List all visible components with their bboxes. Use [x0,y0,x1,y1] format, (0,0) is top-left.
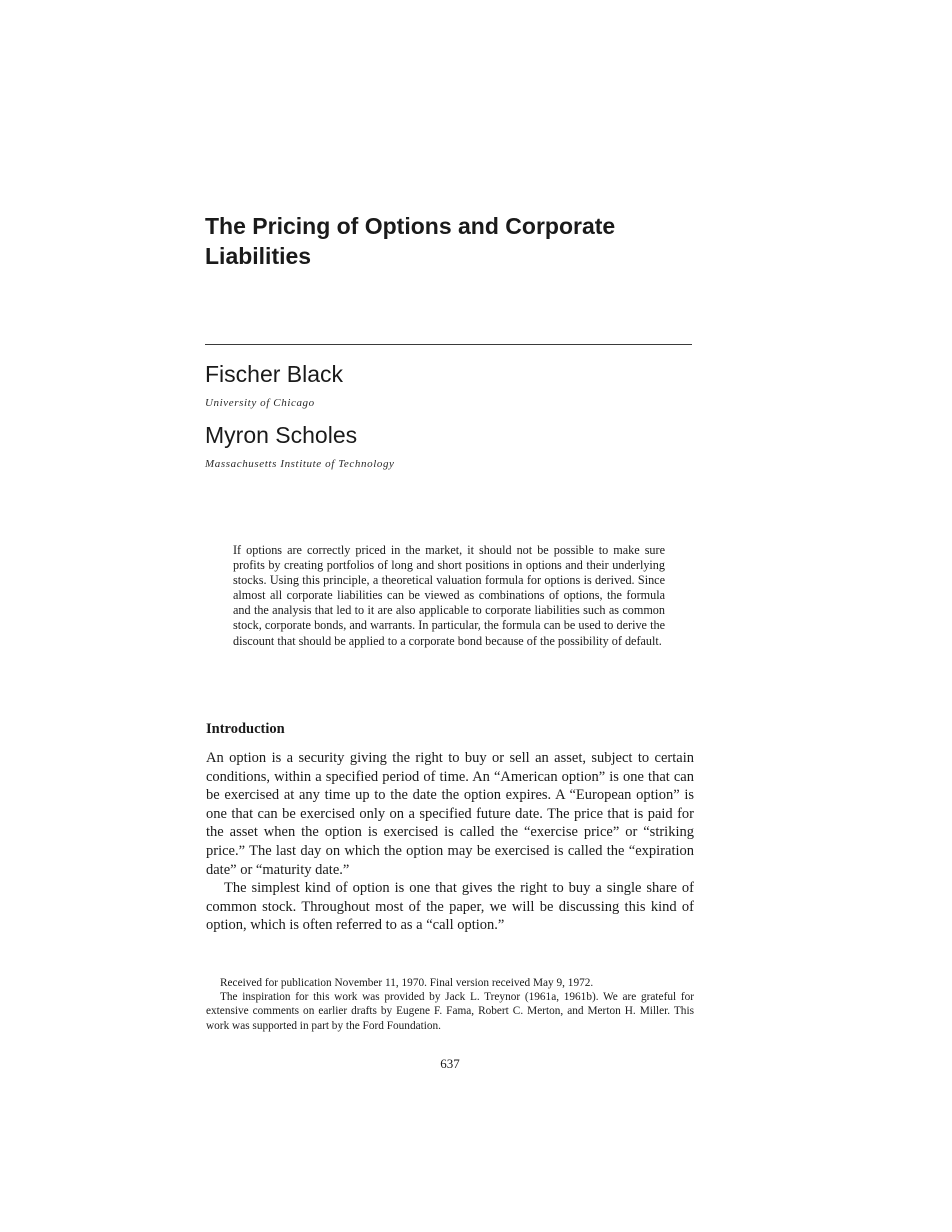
author-affiliation-black: University of Chicago [205,397,315,409]
footnote [206,976,694,1033]
body-paragraph: An option is a security giving the right to buy or sell an asset, subject to certain conditions, within a specified period of time. An “American option” is one that can be exercised at any time up to the date the option expires. A “European option” is one that can be exercised only on a specified future date. The price that is paid for the asset when the option is exercised is called the “exercise price” or “striking price.” The last day on which the option may be exercised is called the “expiration date” or “maturity date.” [206,750,694,878]
title-divider [205,344,692,345]
author-name-black: Fischer Black [205,361,344,387]
author-name-scholes: Myron Scholes [205,422,358,448]
body-paragraph: The simplest kind of option is one that gives the right to buy a single share of common stock. Throughout most of the paper, we will be discussing this kind of option, which is often referred to as a “call option.” [206,880,694,934]
section-heading-introduction: Introduction [206,721,285,737]
page-number: 637 [440,1056,460,1071]
article-title: The Pricing of Options and Corporate Liabilities [205,213,616,269]
footnote-acknowledgment: The inspiration for this work was provided by Jack L. Treynor (1961a, 1961b). We are grateful for extensive comments on earlier drafts by Eugene F. Fama, Robert C. Merton, and Merton H. Miller. This work was supported in part by the Ford Foundation. [206,991,694,1032]
footnote-received: Received for publication November 11, 1970. Final version received May 9, 1972. [220,977,594,989]
author-affiliation-scholes: Massachusetts Institute of Technology [205,458,395,470]
abstract: If options are correctly priced in the market, it should not be possible to make sure profits by creating portfolios of long and short positions in options and their underlying stocks. Using this principle, a theoretical valuation formula for options is derived. Since almost all corporate liabilities can be viewed as combinations of options, the formula and the analysis that led to it are also applicable to corporate liabilities such as common stock, corporate bonds, and warrants. In particular, the formula can be used to derive the discount that should be applied to a corporate bond because of the possibility of default. [233,543,665,648]
introduction-body [206,749,694,935]
